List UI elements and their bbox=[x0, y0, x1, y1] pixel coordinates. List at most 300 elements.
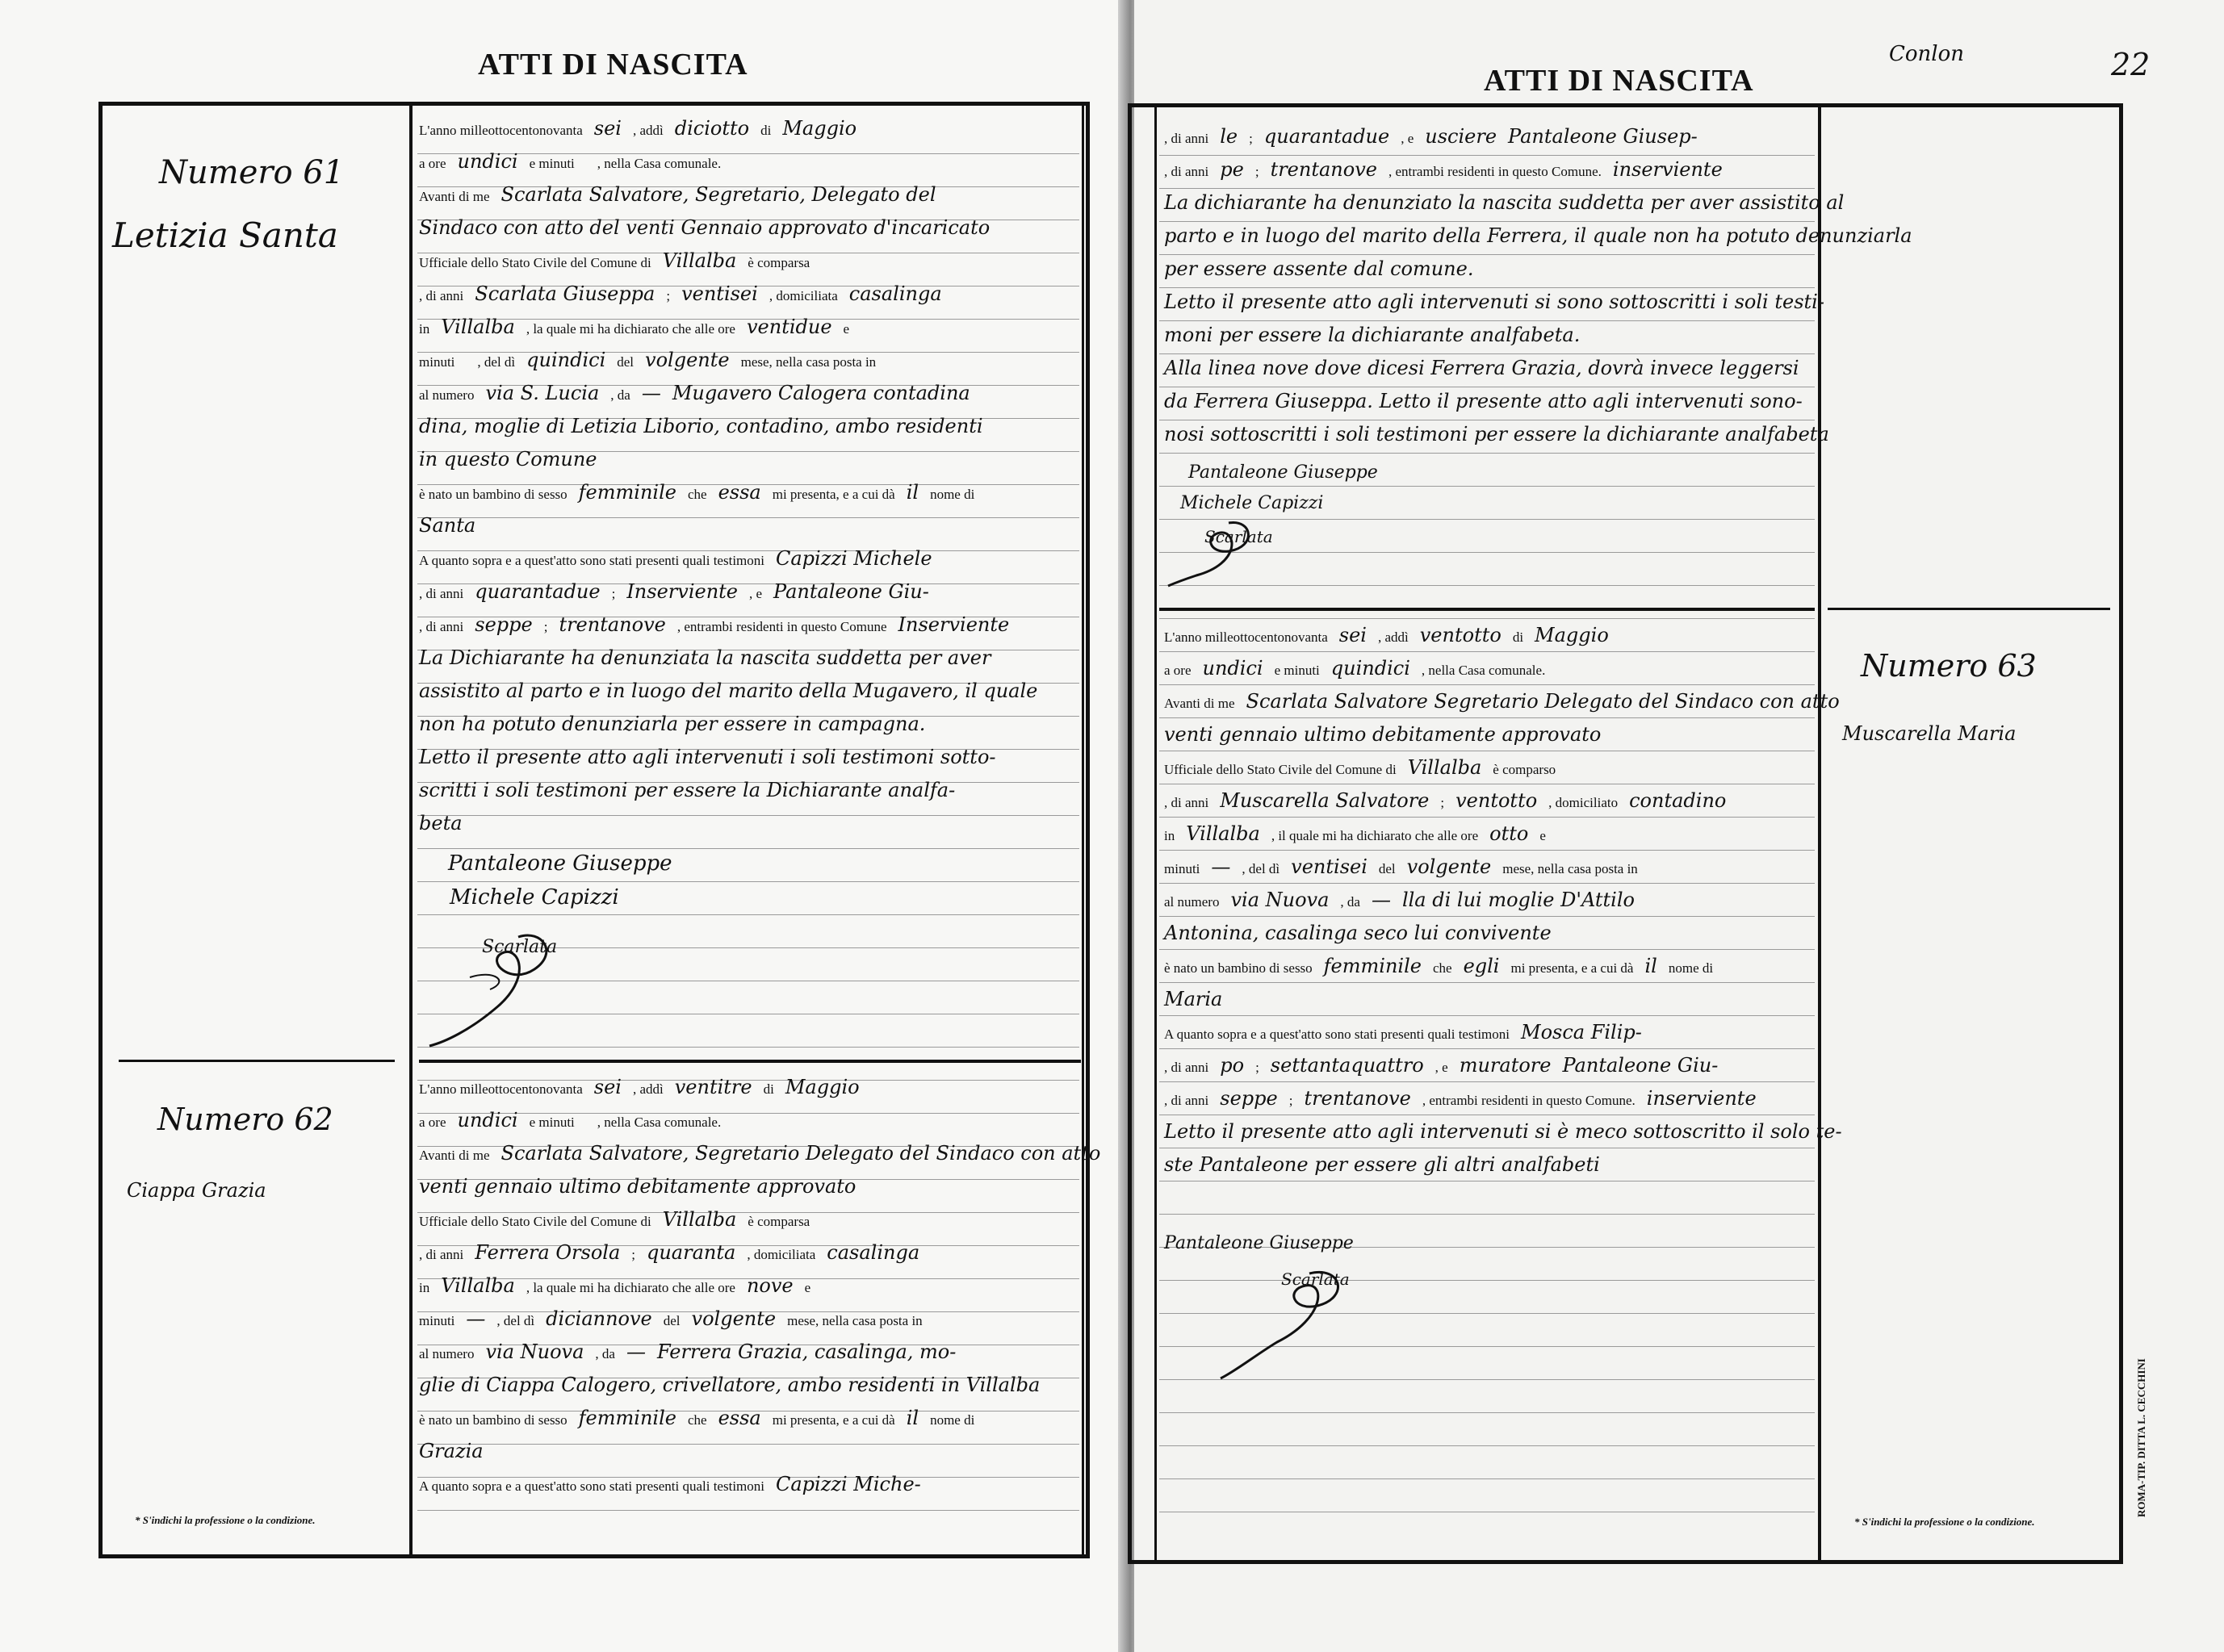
handwritten-entry: contadino bbox=[1629, 789, 1727, 812]
signature-flourish bbox=[1164, 515, 1261, 588]
printed-form-text: , di anni bbox=[419, 586, 464, 601]
printed-form-text: , nella Casa comunale. bbox=[597, 1115, 722, 1130]
record-line bbox=[1164, 723, 1612, 746]
record-line bbox=[419, 117, 868, 140]
handwritten-entry: Capizzi Michele bbox=[776, 547, 932, 570]
printed-form-text: minuti bbox=[1164, 861, 1200, 876]
printed-form-text: , domiciliata bbox=[747, 1247, 816, 1262]
handwritten-entry: Letto il presente atto agli intervenuti si è meco sottoscritto il solo te- bbox=[1164, 1120, 1842, 1143]
printed-form-text: , entrambi residenti in questo Comune. bbox=[1422, 1093, 1636, 1108]
handwritten-entry: Sindaco con atto del venti Gennaio approvato d'incaricato bbox=[419, 216, 991, 239]
printed-form-text: nome di bbox=[930, 487, 975, 502]
ruled-line bbox=[1159, 1048, 1815, 1049]
printed-form-text: , di anni bbox=[419, 288, 464, 303]
printed-form-text: Avanti di me bbox=[419, 1148, 490, 1163]
handwritten-entry: quaranta bbox=[646, 1241, 736, 1264]
ruled-line bbox=[1159, 618, 1815, 619]
handwritten-entry: lla di lui moglie D'Attilo bbox=[1401, 889, 1635, 911]
ruled-line bbox=[1159, 254, 1815, 255]
handwritten-entry: Maggio bbox=[782, 117, 857, 140]
handwritten-entry: muratore bbox=[1459, 1054, 1552, 1077]
right-register-frame bbox=[1128, 103, 2123, 1564]
record-line bbox=[1164, 423, 1841, 445]
printed-form-text: Ufficiale dello Stato Civile del Comune di bbox=[1164, 762, 1397, 777]
handwritten-entry: seppe bbox=[475, 613, 533, 636]
record-line bbox=[1164, 125, 1709, 148]
handwritten-entry: casalinga bbox=[827, 1241, 920, 1264]
printed-form-text: Avanti di me bbox=[419, 189, 490, 204]
record-line bbox=[419, 382, 982, 404]
ruled-line bbox=[1159, 155, 1815, 156]
record-line bbox=[1164, 390, 1814, 412]
handwritten-entry: undici bbox=[457, 1109, 518, 1131]
handwritten-entry: Scarlata Salvatore Segretario Delegato del Sindaco con atto bbox=[1246, 690, 1840, 713]
handwritten-entry: Pantaleone Giu- bbox=[773, 580, 929, 603]
record-line bbox=[419, 216, 1001, 239]
handwritten-entry: scritti i soli testimoni per essere la Dichiarante analfa- bbox=[419, 779, 956, 801]
record-line bbox=[419, 713, 936, 735]
printed-form-text: a ore bbox=[419, 1115, 446, 1130]
handwritten-entry: trentanove bbox=[559, 613, 666, 636]
record-line bbox=[1164, 1087, 1768, 1110]
handwritten-entry: Maggio bbox=[785, 1076, 860, 1098]
handwritten-entry: Maggio bbox=[1535, 624, 1609, 646]
printed-form-text: e bbox=[843, 321, 850, 337]
handwritten-entry: diciannove bbox=[546, 1307, 652, 1330]
printed-form-text: , di anni bbox=[1164, 1093, 1209, 1108]
record-number: Numero 61 bbox=[159, 154, 345, 191]
printed-form-text: , del dì bbox=[496, 1313, 535, 1328]
record-line bbox=[419, 779, 966, 801]
handwritten-entry: pe bbox=[1220, 158, 1244, 181]
printed-form-text: , nella Casa comunale. bbox=[1421, 663, 1546, 678]
handwritten-entry: Pantaleone Giusep- bbox=[1508, 125, 1698, 148]
handwritten-entry: La dichiarante ha denunziato la nascita suddetta per aver assistito al bbox=[1164, 191, 1845, 214]
printed-form-text: , di anni bbox=[1164, 164, 1209, 179]
record-line bbox=[1164, 756, 1567, 779]
printed-form-text: del bbox=[617, 354, 635, 370]
printed-form-text: , e bbox=[1435, 1060, 1448, 1075]
handwritten-entry: moni per essere la dichiarante analfabeta. bbox=[1164, 324, 1581, 346]
handwritten-entry: undici bbox=[457, 150, 518, 173]
record-line bbox=[419, 1175, 867, 1198]
signature-flourish bbox=[1213, 1261, 1358, 1382]
handwritten-entry: essa bbox=[718, 481, 761, 504]
printed-form-text: è nato un bambino di sesso bbox=[419, 487, 568, 502]
printed-form-text: , domiciliato bbox=[1548, 795, 1619, 810]
record-line bbox=[419, 316, 861, 338]
printed-form-text: al numero bbox=[419, 387, 475, 403]
handwritten-entry: — bbox=[466, 1307, 486, 1330]
ruled-line bbox=[1159, 353, 1815, 354]
printed-form-text: che bbox=[1432, 960, 1452, 976]
printed-form-text: di bbox=[1512, 629, 1524, 645]
record-line bbox=[419, 746, 1007, 768]
record-number: Numero 63 bbox=[1861, 648, 2037, 684]
printed-form-text: , domiciliata bbox=[769, 288, 838, 303]
printed-form-text: , di anni bbox=[419, 1247, 464, 1262]
printed-form-text: del bbox=[1378, 861, 1396, 876]
handwritten-entry: ventotto bbox=[1455, 789, 1538, 812]
handwritten-entry: — bbox=[1211, 855, 1231, 878]
printed-form-text: è comparsa bbox=[748, 1214, 810, 1229]
record-line bbox=[1164, 657, 1556, 680]
handwritten-entry: trentanove bbox=[1304, 1087, 1411, 1110]
printed-form-text: , entrambi residenti in questo Comune. bbox=[1388, 164, 1602, 179]
handwritten-entry: Villalba bbox=[1186, 822, 1260, 845]
ruled-line bbox=[417, 815, 1079, 816]
ruled-line bbox=[1159, 982, 1815, 983]
printed-form-text: ; bbox=[1440, 795, 1445, 810]
record-line bbox=[419, 1076, 871, 1098]
printed-form-text: , addì bbox=[632, 123, 664, 138]
printed-form-text: che bbox=[687, 487, 707, 502]
record-line bbox=[1164, 955, 1724, 977]
record-line bbox=[419, 580, 940, 603]
handwritten-entry: La Dichiarante ha denunziata la nascita suddetta per aver bbox=[419, 646, 991, 669]
printed-form-text: A quanto sopra e a quest'atto sono stati presenti quali testimoni bbox=[419, 553, 764, 568]
signature: Michele Capizzi bbox=[450, 885, 619, 910]
ruled-line bbox=[1159, 287, 1815, 288]
record-line bbox=[1164, 291, 1836, 313]
handwritten-entry: le bbox=[1220, 125, 1238, 148]
record-line bbox=[1164, 1120, 1853, 1143]
handwritten-entry: Inserviente bbox=[626, 580, 738, 603]
printed-form-text: e minuti bbox=[529, 1115, 575, 1130]
handwritten-entry: essa bbox=[718, 1407, 761, 1429]
record-line bbox=[1164, 988, 1233, 1010]
footnote: * S'indichi la professione o la condizione. bbox=[135, 1514, 316, 1526]
ruled-line bbox=[417, 1444, 1079, 1445]
handwritten-entry: Villalba bbox=[441, 316, 515, 338]
handwritten-entry: ventisei bbox=[1291, 855, 1367, 878]
ruled-line bbox=[417, 1510, 1079, 1511]
handwritten-entry: assistito al parto e in luogo del marito della Mugavero, il quale bbox=[419, 680, 1038, 702]
printed-form-text: Ufficiale dello Stato Civile del Comune di bbox=[419, 1214, 651, 1229]
printed-form-text: , da bbox=[1340, 894, 1360, 910]
handwritten-entry: venti gennaio ultimo debitamente approvato bbox=[419, 1175, 857, 1198]
ruled-line bbox=[1159, 850, 1815, 851]
record-line bbox=[419, 183, 948, 206]
printed-form-text: è nato un bambino di sesso bbox=[419, 1412, 568, 1428]
printed-form-text: che bbox=[687, 1412, 707, 1428]
ruled-line bbox=[417, 881, 1079, 882]
record-number: Numero 62 bbox=[157, 1102, 333, 1137]
handwritten-entry: il bbox=[1644, 955, 1657, 977]
printed-form-text: mi presenta, e a cui dà bbox=[1510, 960, 1634, 976]
printed-form-text: mese, nella casa posta in bbox=[1502, 861, 1638, 876]
handwritten-entry: nove bbox=[746, 1274, 794, 1297]
ruled-line bbox=[1159, 949, 1815, 950]
record-line bbox=[419, 1340, 967, 1363]
handwritten-entry: ventisei bbox=[681, 282, 758, 305]
handwritten-entry: via Nuova bbox=[485, 1340, 584, 1363]
signature: Scarlata bbox=[482, 937, 558, 957]
handwritten-entry: in questo Comune bbox=[419, 448, 597, 471]
record-line bbox=[1164, 822, 1557, 845]
record-line bbox=[1164, 224, 1924, 247]
printed-form-text: e minuti bbox=[529, 156, 575, 171]
handwritten-entry: trentanove bbox=[1270, 158, 1377, 181]
handwritten-entry: quarantadue bbox=[475, 580, 601, 603]
handwritten-entry: Mosca Filip- bbox=[1521, 1021, 1642, 1043]
handwritten-entry: quindici bbox=[1330, 657, 1410, 680]
handwritten-entry: inserviente bbox=[1646, 1087, 1757, 1110]
printed-form-text: al numero bbox=[419, 1346, 475, 1361]
signature: Pantaleone Giuseppe bbox=[1164, 1233, 1354, 1253]
handwritten-entry: usciere bbox=[1425, 125, 1497, 148]
printed-form-text: A quanto sopra e a quest'atto sono stati presenti quali testimoni bbox=[1164, 1027, 1510, 1042]
signature: Scarlata bbox=[1281, 1269, 1350, 1289]
ruled-line bbox=[1159, 1412, 1815, 1413]
record-line bbox=[419, 448, 609, 471]
record-line bbox=[419, 1374, 1051, 1396]
handwritten-entry: beta bbox=[419, 812, 463, 834]
record-line bbox=[1164, 324, 1591, 346]
printed-form-text: è comparso bbox=[1493, 762, 1556, 777]
record-line bbox=[1164, 922, 1563, 944]
handwritten-entry: — bbox=[1371, 889, 1391, 911]
handwritten-entry: volgente bbox=[1406, 855, 1492, 878]
printed-form-text: , addì bbox=[632, 1081, 664, 1097]
handwritten-entry: sei bbox=[593, 1076, 622, 1098]
handwritten-entry: Ferrera Orsola bbox=[475, 1241, 621, 1264]
handwritten-entry: casalinga bbox=[848, 282, 942, 305]
handwritten-entry: femminile bbox=[578, 1407, 676, 1429]
printed-form-text: a ore bbox=[419, 156, 446, 171]
printed-form-text: , la quale mi ha dichiarato che alle ore bbox=[526, 1280, 735, 1295]
printed-form-text: di bbox=[763, 1081, 774, 1097]
ruled-line bbox=[1159, 916, 1815, 917]
ruled-line bbox=[1159, 1015, 1815, 1016]
handwritten-entry: undici bbox=[1202, 657, 1263, 680]
printed-form-text: è nato un bambino di sesso bbox=[1164, 960, 1313, 976]
ruled-line bbox=[1159, 320, 1815, 321]
ruled-line bbox=[1159, 486, 1815, 487]
printed-form-text: , il quale mi ha dichiarato che alle ore bbox=[1271, 828, 1479, 843]
handwritten-entry: Capizzi Miche- bbox=[776, 1473, 921, 1495]
printed-form-text: di bbox=[760, 123, 772, 138]
handwritten-entry: ventotto bbox=[1419, 624, 1502, 646]
ruled-line bbox=[1159, 1214, 1815, 1215]
handwritten-entry: volgente bbox=[691, 1307, 777, 1330]
handwritten-entry: parto e in luogo del marito della Ferrera, il quale non ha potuto denunziarla bbox=[1164, 224, 1912, 247]
signature: Michele Capizzi bbox=[1180, 493, 1324, 513]
printed-form-text: L'anno milleottocentonovanta bbox=[419, 1081, 583, 1097]
handwritten-entry: po bbox=[1220, 1054, 1245, 1077]
margin-column-divider bbox=[1818, 107, 1821, 1560]
handwritten-entry: Letto il presente atto agli intervenuti i soli testimoni sotto- bbox=[419, 746, 996, 768]
left-register-frame bbox=[98, 102, 1101, 1558]
record-line bbox=[419, 646, 1002, 669]
printed-form-text: ; bbox=[1254, 164, 1259, 179]
printed-form-text: Avanti di me bbox=[1164, 696, 1235, 711]
record-line bbox=[419, 1440, 495, 1462]
handwritten-entry: volgente bbox=[645, 349, 730, 371]
handwritten-entry: Maria bbox=[1164, 988, 1223, 1010]
printed-form-text: , e bbox=[749, 586, 763, 601]
handwritten-entry: Mugavero Calogera contadina bbox=[672, 382, 970, 404]
footnote: * S'indichi la professione o la condizione. bbox=[1854, 1516, 2035, 1528]
record-line bbox=[1164, 257, 1485, 280]
signature: Pantaleone Giuseppe bbox=[448, 851, 672, 876]
record-line bbox=[1164, 191, 1855, 214]
printed-form-text: Ufficiale dello Stato Civile del Comune di bbox=[419, 255, 651, 270]
ruled-line bbox=[1159, 1478, 1815, 1479]
record-line bbox=[1164, 1021, 1653, 1043]
ruled-line bbox=[1159, 684, 1815, 685]
record-line bbox=[1164, 690, 1851, 713]
right-page-header: ATTI DI NASCITA bbox=[1484, 64, 1754, 98]
handwritten-entry: inserviente bbox=[1612, 158, 1723, 181]
record-line bbox=[419, 481, 986, 504]
handwritten-entry: Scarlata Salvatore, Segretario, Delegato del bbox=[501, 183, 936, 206]
printed-form-text: ; bbox=[543, 619, 548, 634]
handwritten-entry: settantaquattro bbox=[1270, 1054, 1424, 1077]
printed-form-text: è comparsa bbox=[748, 255, 810, 270]
ruled-line bbox=[417, 848, 1079, 849]
printed-form-text: minuti bbox=[419, 1313, 455, 1328]
handwritten-entry: ventitre bbox=[674, 1076, 752, 1098]
right-page bbox=[1134, 0, 2224, 1652]
printed-form-text: , del dì bbox=[1242, 861, 1280, 876]
printed-form-text: mi presenta, e a cui dà bbox=[772, 1412, 895, 1428]
handwritten-entry: egli bbox=[1463, 955, 1500, 977]
handwritten-entry: nosi sottoscritti i soli testimoni per essere la dichiarante analfabeta bbox=[1164, 423, 1829, 445]
printed-form-text: mese, nella casa posta in bbox=[740, 354, 877, 370]
record-line bbox=[1164, 158, 1734, 181]
handwritten-entry: — bbox=[626, 1340, 646, 1363]
printed-form-text: , nella Casa comunale. bbox=[597, 156, 722, 171]
ruled-line bbox=[417, 914, 1079, 915]
handwritten-entry: Pantaleone Giu- bbox=[1562, 1054, 1719, 1077]
printed-form-text: , entrambi residenti in questo Comune bbox=[676, 619, 887, 634]
record-line bbox=[419, 1142, 1112, 1165]
printed-form-text: , di anni bbox=[1164, 1060, 1209, 1075]
printed-form-text: mi presenta, e a cui dà bbox=[772, 487, 895, 502]
handwritten-entry: via Nuova bbox=[1230, 889, 1330, 911]
record-name: Letizia Santa bbox=[112, 215, 338, 255]
printed-form-text: ; bbox=[1288, 1093, 1293, 1108]
page-number: 22 bbox=[2111, 47, 2151, 82]
printed-form-text: , del dì bbox=[477, 354, 516, 370]
record-line bbox=[419, 1407, 986, 1429]
record-line bbox=[1164, 1054, 1729, 1077]
ruled-line bbox=[1159, 453, 1815, 454]
printed-form-text: minuti bbox=[419, 354, 455, 370]
handwritten-entry: femminile bbox=[578, 481, 676, 504]
printed-form-text: mese, nella casa posta in bbox=[787, 1313, 923, 1328]
printed-form-text: a ore bbox=[1164, 663, 1192, 678]
handwritten-entry: Grazia bbox=[419, 1440, 484, 1462]
printed-form-text: ; bbox=[611, 586, 616, 601]
record-line bbox=[419, 150, 732, 173]
handwritten-entry: femminile bbox=[1323, 955, 1422, 977]
ruled-line bbox=[1159, 717, 1815, 718]
printed-form-text: L'anno milleottocentonovanta bbox=[1164, 629, 1328, 645]
ruled-line bbox=[1159, 188, 1815, 189]
corner-annotation: Conlon bbox=[1889, 42, 1965, 66]
handwritten-entry: Letto il presente atto agli intervenuti si sono sottoscritti i soli testi- bbox=[1164, 291, 1824, 313]
handwritten-entry: quindici bbox=[526, 349, 606, 371]
signature-flourish bbox=[421, 921, 567, 1050]
handwritten-entry: Scarlata Giuseppa bbox=[475, 282, 655, 305]
printed-form-text: in bbox=[1164, 828, 1175, 843]
printed-form-text: nome di bbox=[930, 1412, 975, 1428]
ruled-line bbox=[1159, 221, 1815, 222]
printed-form-text: e bbox=[1539, 828, 1546, 843]
handwritten-entry: per essere assente dal comune. bbox=[1164, 257, 1474, 280]
margin-column-divider bbox=[409, 106, 413, 1554]
handwritten-entry: da Ferrera Giuseppa. Letto il presente atto agli intervenuti sono- bbox=[1164, 390, 1803, 412]
handwritten-entry: — bbox=[641, 382, 661, 404]
handwritten-entry: Alla linea nove dove dicesi Ferrera Grazia, dovrà invece leggersi bbox=[1164, 357, 1799, 379]
record-line bbox=[419, 1473, 932, 1495]
printed-form-text: in bbox=[419, 321, 430, 337]
printed-form-text: , di anni bbox=[1164, 131, 1209, 146]
printed-form-text: al numero bbox=[1164, 894, 1220, 910]
printed-form-text: ; bbox=[666, 288, 671, 303]
record-name: Muscarella Maria bbox=[1842, 722, 2017, 745]
handwritten-entry: via S. Lucia bbox=[485, 382, 600, 404]
printed-form-text: , addì bbox=[1377, 629, 1409, 645]
ruled-line bbox=[1159, 651, 1815, 652]
handwritten-entry: Villalba bbox=[441, 1274, 515, 1297]
record-line bbox=[419, 1274, 822, 1297]
printed-form-text: L'anno milleottocentonovanta bbox=[419, 123, 583, 138]
printed-form-text: nome di bbox=[1668, 960, 1714, 976]
handwritten-entry: venti gennaio ultimo debitamente approvato bbox=[1164, 723, 1602, 746]
handwritten-entry: sei bbox=[593, 117, 622, 140]
record-line bbox=[419, 1208, 821, 1231]
margin-record-separator bbox=[1828, 608, 2110, 610]
record-line bbox=[1164, 855, 1649, 878]
signature: Scarlata bbox=[1204, 527, 1273, 546]
ruled-line bbox=[1159, 1445, 1815, 1446]
record-line bbox=[1164, 357, 1811, 379]
printed-form-text: in bbox=[419, 1280, 430, 1295]
record-line bbox=[419, 1109, 732, 1131]
record-line bbox=[419, 812, 474, 834]
handwritten-entry: Muscarella Salvatore bbox=[1220, 789, 1430, 812]
record-line bbox=[419, 1307, 934, 1330]
handwritten-entry: Santa bbox=[419, 514, 476, 537]
record-line bbox=[1164, 1153, 1611, 1176]
record-name: Ciappa Grazia bbox=[127, 1179, 266, 1202]
ruled-line bbox=[1159, 817, 1815, 818]
signature: Pantaleone Giuseppe bbox=[1188, 462, 1378, 483]
left-page-header: ATTI DI NASCITA bbox=[478, 48, 748, 82]
record-line bbox=[1164, 624, 1620, 646]
handwritten-entry: ventidue bbox=[746, 316, 832, 338]
record-line bbox=[1164, 789, 1737, 812]
handwritten-entry: Inserviente bbox=[898, 613, 1010, 636]
ruled-line bbox=[1159, 883, 1815, 884]
printed-form-text: , da bbox=[595, 1346, 615, 1361]
handwritten-entry: sei bbox=[1338, 624, 1367, 646]
left-edge-divider bbox=[1154, 107, 1157, 1560]
handwritten-entry: seppe bbox=[1220, 1087, 1278, 1110]
handwritten-entry: non ha potuto denunziarla per essere in campagna. bbox=[419, 713, 926, 735]
record-line bbox=[1164, 889, 1646, 911]
handwritten-entry: Antonina, casalinga seco lui convivente bbox=[1164, 922, 1552, 944]
ruled-line bbox=[417, 517, 1079, 518]
record-line bbox=[419, 547, 944, 570]
record-line bbox=[419, 415, 995, 437]
printed-form-text: ; bbox=[1249, 131, 1253, 146]
record-line bbox=[419, 1241, 931, 1264]
handwritten-entry: glie di Ciappa Calogero, crivellatore, ambo residenti in Villalba bbox=[419, 1374, 1041, 1396]
